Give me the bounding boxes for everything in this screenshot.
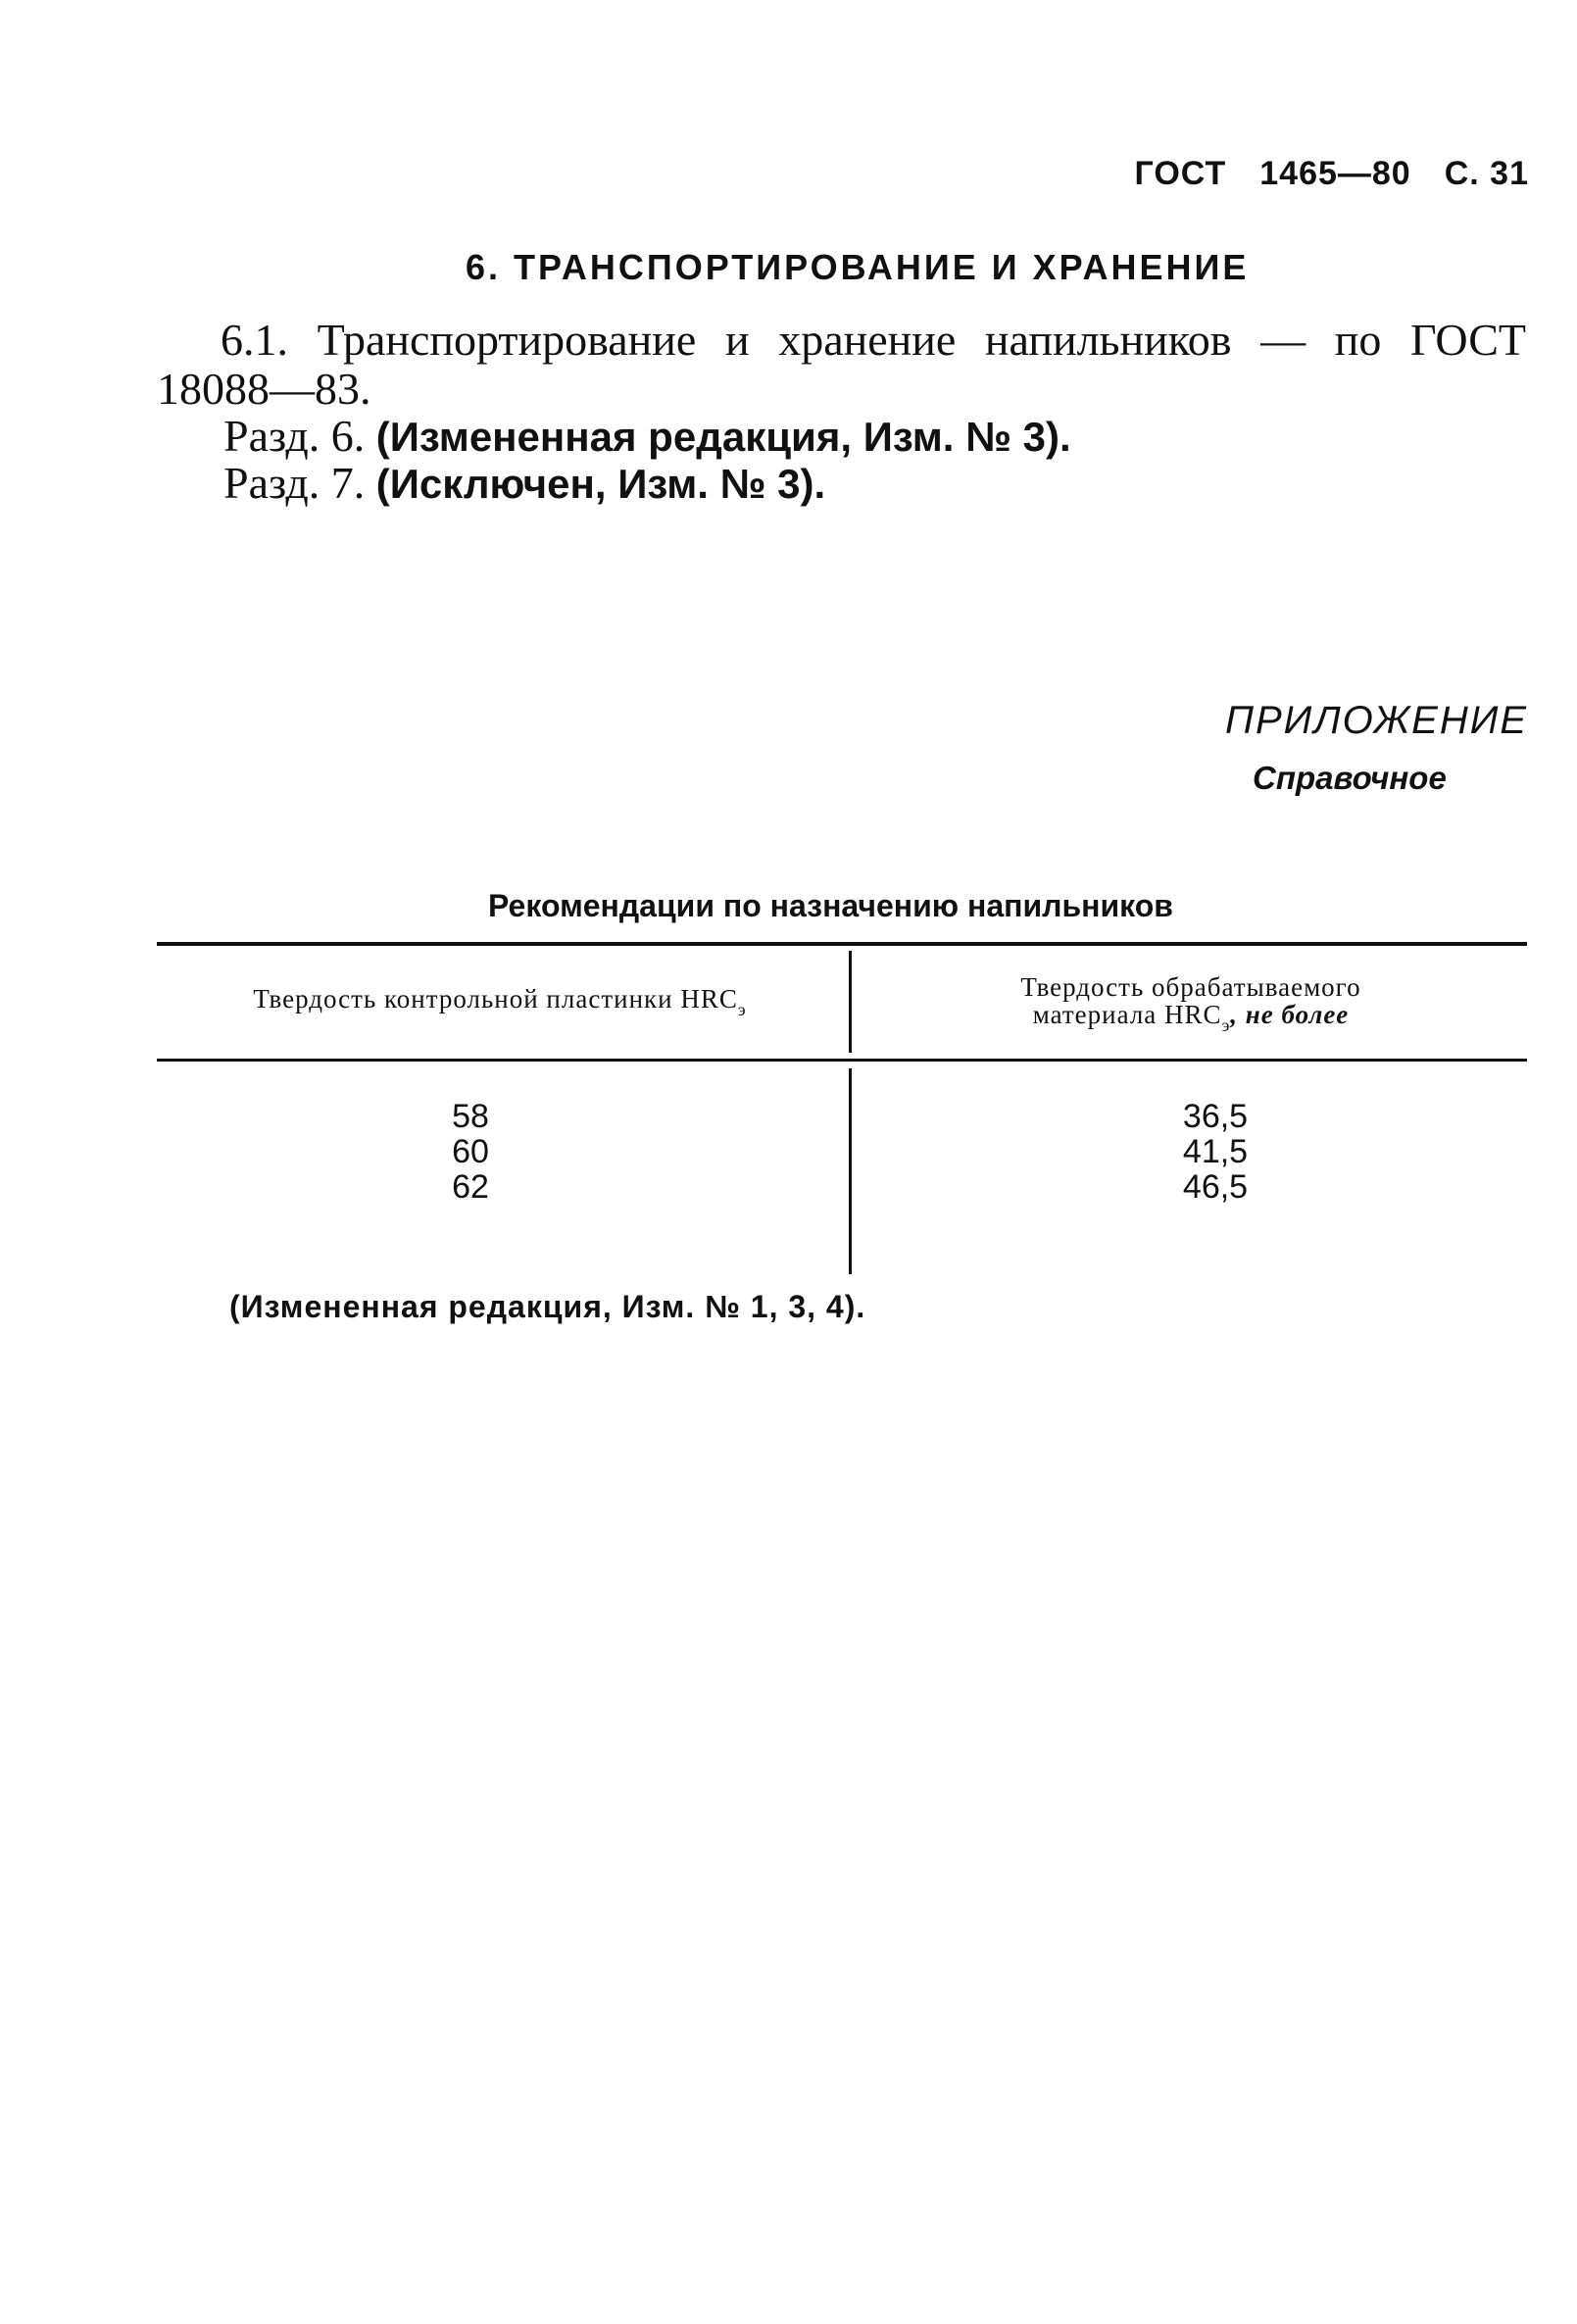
paragraph-6-1-line1: 6.1. Транспортирование и хранение напильников — по ГОСТ xyxy=(221,315,1526,365)
column-header-material-text: материала HRC xyxy=(1032,1000,1222,1029)
column-header-material-sub: э xyxy=(1221,1015,1231,1035)
table-header-rule xyxy=(157,1059,1527,1062)
appendix-subtitle: Справочное xyxy=(1253,760,1447,796)
paragraph-section-7-note xyxy=(223,459,825,509)
table-cell-plate: 62 xyxy=(452,1168,489,1206)
section-6-change: (Измененная редакция, Изм. № 3). xyxy=(375,414,1071,460)
table-change-note: (Измененная редакция, Изм. № 1, 3, 4). xyxy=(229,1289,866,1324)
body-column-divider xyxy=(849,1068,852,1274)
section-7-change: (Исключен, Изм. № 3). xyxy=(375,461,826,507)
table-top-rule xyxy=(157,942,1527,946)
section-6-prefix: Разд. 6. xyxy=(223,411,366,461)
plate-hardness-column xyxy=(402,1098,539,1204)
table-cell-material: 46,5 xyxy=(1182,1168,1249,1206)
header-column-divider xyxy=(849,951,852,1053)
header-number: 1465—80 xyxy=(1259,155,1411,192)
page-header xyxy=(1098,155,1529,193)
header-page: С. 31 xyxy=(1444,155,1529,192)
paragraph-section-6-note xyxy=(223,412,1071,462)
column-header-plate-hardness xyxy=(157,984,843,1019)
table-cell-plate: 60 xyxy=(452,1133,489,1170)
section-title: 6. ТРАНСПОРТИРОВАНИЕ И ХРАНЕНИЕ xyxy=(466,247,1250,287)
appendix-title: ПРИЛОЖЕНИЕ xyxy=(1224,699,1528,742)
table-cell-plate: 58 xyxy=(452,1098,489,1135)
column-header-plate-text: Твердость контрольной пластинки HRC xyxy=(253,984,738,1014)
section-7-prefix: Разд. 7. xyxy=(223,458,366,508)
header-standard: ГОСТ xyxy=(1134,155,1227,192)
material-hardness-column xyxy=(1147,1098,1284,1204)
paragraph-6-1-line2: 18088—83. xyxy=(157,364,371,414)
column-header-material-line2 xyxy=(858,1000,1524,1035)
table-cell-material: 36,5 xyxy=(1182,1098,1249,1135)
column-header-material-hardness xyxy=(858,972,1524,1035)
column-header-plate-sub: э xyxy=(737,1000,747,1019)
table-title: Рекомендации по назначению напильников xyxy=(488,888,1173,923)
column-header-material-suffix: , не более xyxy=(1230,1000,1350,1029)
column-header-material-line1: Твердость обрабатываемого xyxy=(1020,972,1361,1002)
table-cell-material: 41,5 xyxy=(1182,1133,1249,1170)
